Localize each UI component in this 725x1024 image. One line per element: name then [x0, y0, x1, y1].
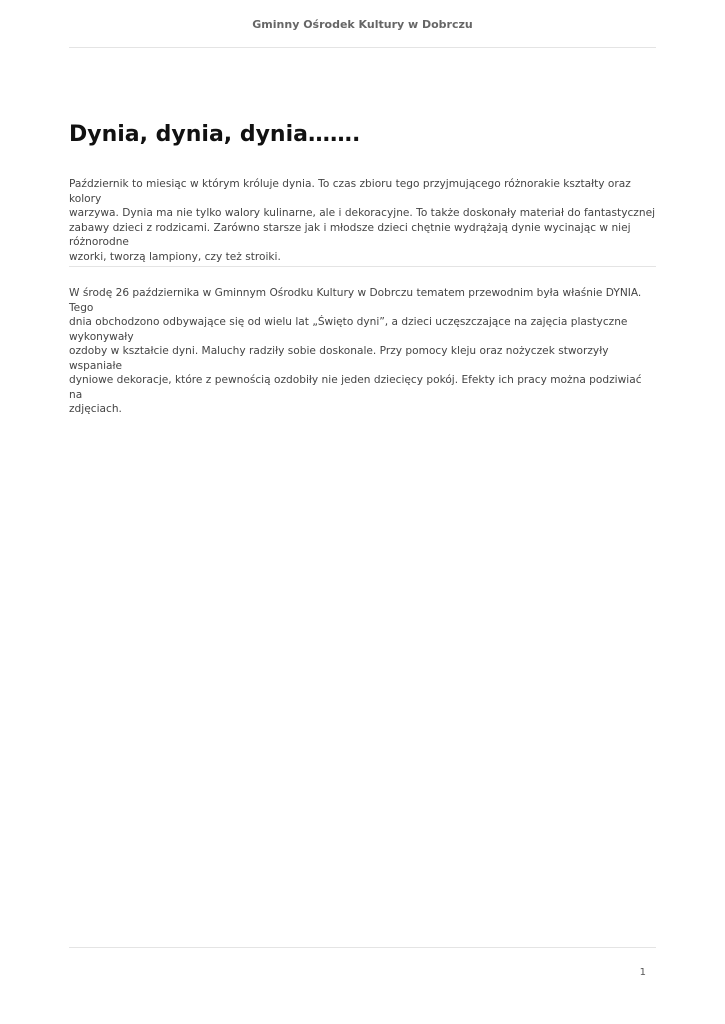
paragraph-line: Październik to miesiąc w którym króluje dynia. To czas zbioru tego przyjmującego różnorakie kształty oraz kolory: [69, 178, 631, 205]
paragraph-line: zabawy dzieci z rodzicami. Zarówno starsze jak i młodsze dzieci chętnie wydrążają dynie wycinając w niej różnorodne: [69, 221, 631, 248]
paragraph-line: W środę 26 października w Gminnym Ośrodku Kultury w Dobrczu tematem przewodnim była właśnie DYNIA. Tego: [69, 287, 642, 314]
paragraph-line: zdjęciach.: [69, 403, 122, 415]
article-title: Dynia, dynia, dynia…….: [69, 122, 361, 147]
paragraph-line: wzorki, tworzą lampiony, czy też stroiki.: [69, 250, 281, 263]
page-number: 1: [639, 967, 646, 978]
paragraph-line: ozdoby w kształcie dyni. Maluchy radziły sobie doskonale. Przy pomocy kleju oraz nożyczek stworzyły wspaniałe: [69, 345, 609, 372]
footer-divider: [69, 947, 656, 948]
paragraph-line: warzywa. Dynia ma nie tylko walory kulinarne, ale i dekoracyjne. To także doskonały materiał do fantastycznej: [69, 207, 656, 219]
paragraph-line: dyniowe dekoracje, które z pewnością ozdobiły nie jeden dziecięcy pokój. Efekty ich pracy można podziwiać na: [69, 374, 642, 401]
paragraph-line: dnia obchodzono odbywające się od wielu lat „Święto dyni”, a dzieci uczęszczające na zajęcia plastyczne wykonywały: [69, 316, 628, 343]
section-divider: [69, 266, 656, 267]
article-paragraph-event: [69, 286, 656, 417]
header-divider: [69, 47, 656, 48]
article-paragraph-intro: [69, 177, 656, 264]
page-header-title: Gminny Ośrodek Kultury w Dobrczu: [252, 18, 473, 31]
